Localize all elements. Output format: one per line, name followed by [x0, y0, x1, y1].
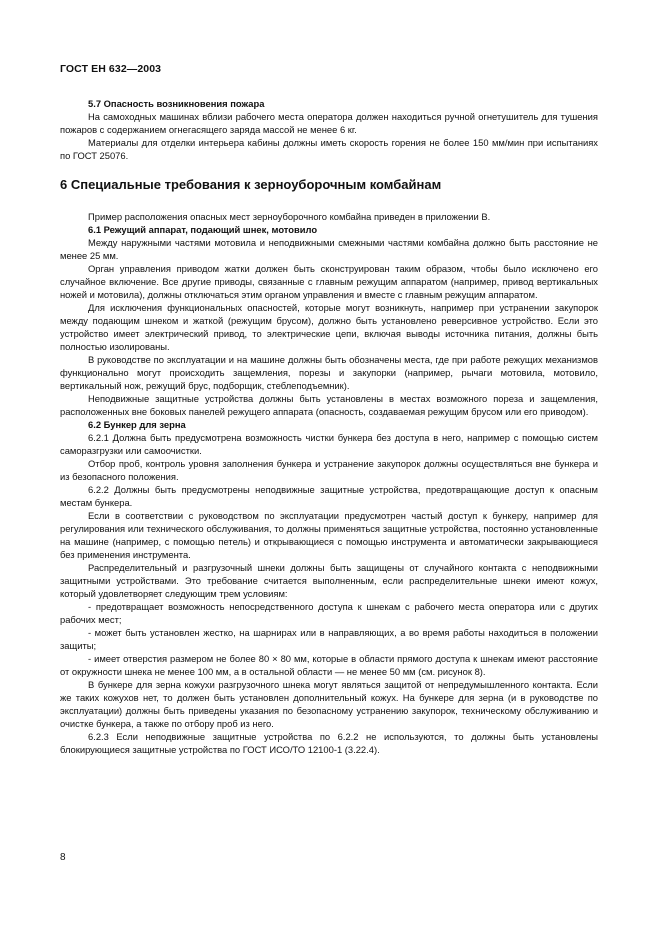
paragraph: 6.2.3 Если неподвижные защитные устройства по 6.2.2 не используются, то должны быть установлены блокирующиеся защитные устройства по ГОСТ ИСО/ТО 12100-1 (3.22.4).	[60, 731, 598, 755]
paragraph: Распределительный и разгрузочный шнеки должны быть защищены от случайного контакта с неподвижными защитными устройствами. Это требование считается выполненным, если распределительные шнеки имеют кожух, который удовлетворяет следующим трем условиям:	[60, 562, 598, 599]
list-item: - предотвращает возможность непосредственного доступа к шнекам с рабочего места оператора или с других рабочих мест;	[60, 601, 598, 625]
paragraph: В руководстве по эксплуатации и на машине должны быть обозначены места, где при работе режущих механизмов функционально могут происходить защемления, порезы и закупорки (например, рычаги мотовила, мотовило, вертикальный нож, режущий брус, подборщик, стеблеподъемник).	[60, 354, 598, 391]
list-item: - может быть установлен жестко, на шарнирах или в направляющих, а во время работы находиться в положении защиты;	[60, 627, 598, 651]
paragraph: В бункере для зерна кожухи разгрузочного шнека могут являться защитой от непредумышленного контакта. Если же таких кожухов нет, то должен быть установлен дополнительный кожух. На бункере для зерна (и в руководстве по эксплуатации) должны быть приведены указания по безопасному устранению закупорок, техническому обслуживанию и очистке бункера, а также по отбору проб из него.	[60, 679, 598, 729]
doc-code-header: ГОСТ ЕН 632—2003	[60, 63, 162, 75]
paragraph: 6.2.1 Должна быть предусмотрена возможность чистки бункера без доступа в него, например с помощью систем саморазгрузки или самоочистки.	[60, 432, 598, 456]
page-number: 8	[60, 852, 66, 863]
paragraph: Если в соответствии с руководством по эксплуатации предусмотрен частый доступ к бункеру, например для регулирования или технического обслуживания, то должны применяться защитные устройства, постоянно установленные на машине (например, с помощью петель) и открывающиеся с помощью инструмента и автоматически закрывающиеся без применения инструмента.	[60, 510, 598, 560]
list-item: - имеет отверстия размером не более 80 × 80 мм, которые в области прямого доступа к шнекам имеют расстояние от окружности шнека не менее 100 мм, а в остальной области — не менее 50 мм (см. рисунок 8).	[60, 653, 598, 677]
section-title-6: 6 Специальные требования к зерноуборочным комбайнам	[60, 177, 442, 192]
paragraph: Материалы для отделки интерьера кабины должны иметь скорость горения не более 150 мм/мин при испытаниях по ГОСТ 25076.	[60, 137, 598, 161]
subsection-title-5-7: 5.7 Опасность возникновения пожара	[88, 98, 265, 109]
subsection-title-6-1: 6.1 Режущий аппарат, подающий шнек, мотовило	[88, 224, 318, 235]
paragraph: Орган управления приводом жатки должен быть сконструирован таким образом, чтобы было исключено его случайное включение. Все другие приводы, связанные с главным режущим аппаратом (например, привод вертикальных ножей и мотовила), должны отключаться этим органом управления и вместе с главным режущим аппаратом.	[60, 263, 598, 300]
paragraph: Между наружными частями мотовила и неподвижными смежными частями комбайна должно быть расстояние не менее 25 мм.	[60, 237, 598, 261]
paragraph: Пример расположения опасных мест зерноуборочного комбайна приведен в приложении В.	[88, 211, 491, 222]
subsection-title-6-2: 6.2 Бункер для зерна	[88, 419, 186, 430]
paragraph: Для исключения функциональных опасностей, которые могут возникнуть, например при устранении закупорок между подающим шнеком и жаткой (режущим брусом), должно быть установлено реверсивное устройство. Если это устройство имеет электрический привод, то электрические цепи, включая выводы источника питания, должны быть полностью изолированы.	[60, 302, 598, 352]
page-content	[60, 97, 598, 756]
paragraph: Неподвижные защитные устройства должны быть установлены в местах возможного пореза и защемления, расположенных вне боковых панелей режущего аппарата (опасность, создаваемая режущим брусом или его приводом).	[60, 393, 598, 417]
paragraph: На самоходных машинах вблизи рабочего места оператора должен находиться ручной огнетушитель для тушения пожаров с содержанием огнегасящего заряда массой не менее 6 кг.	[60, 111, 598, 135]
paragraph: Отбор проб, контроль уровня заполнения бункера и устранение закупорок должны осуществляться вне бункера и из безопасного положения.	[60, 458, 598, 482]
paragraph: 6.2.2 Должны быть предусмотрены неподвижные защитные устройства, предотвращающие доступ к опасным местам бункера.	[60, 484, 598, 508]
